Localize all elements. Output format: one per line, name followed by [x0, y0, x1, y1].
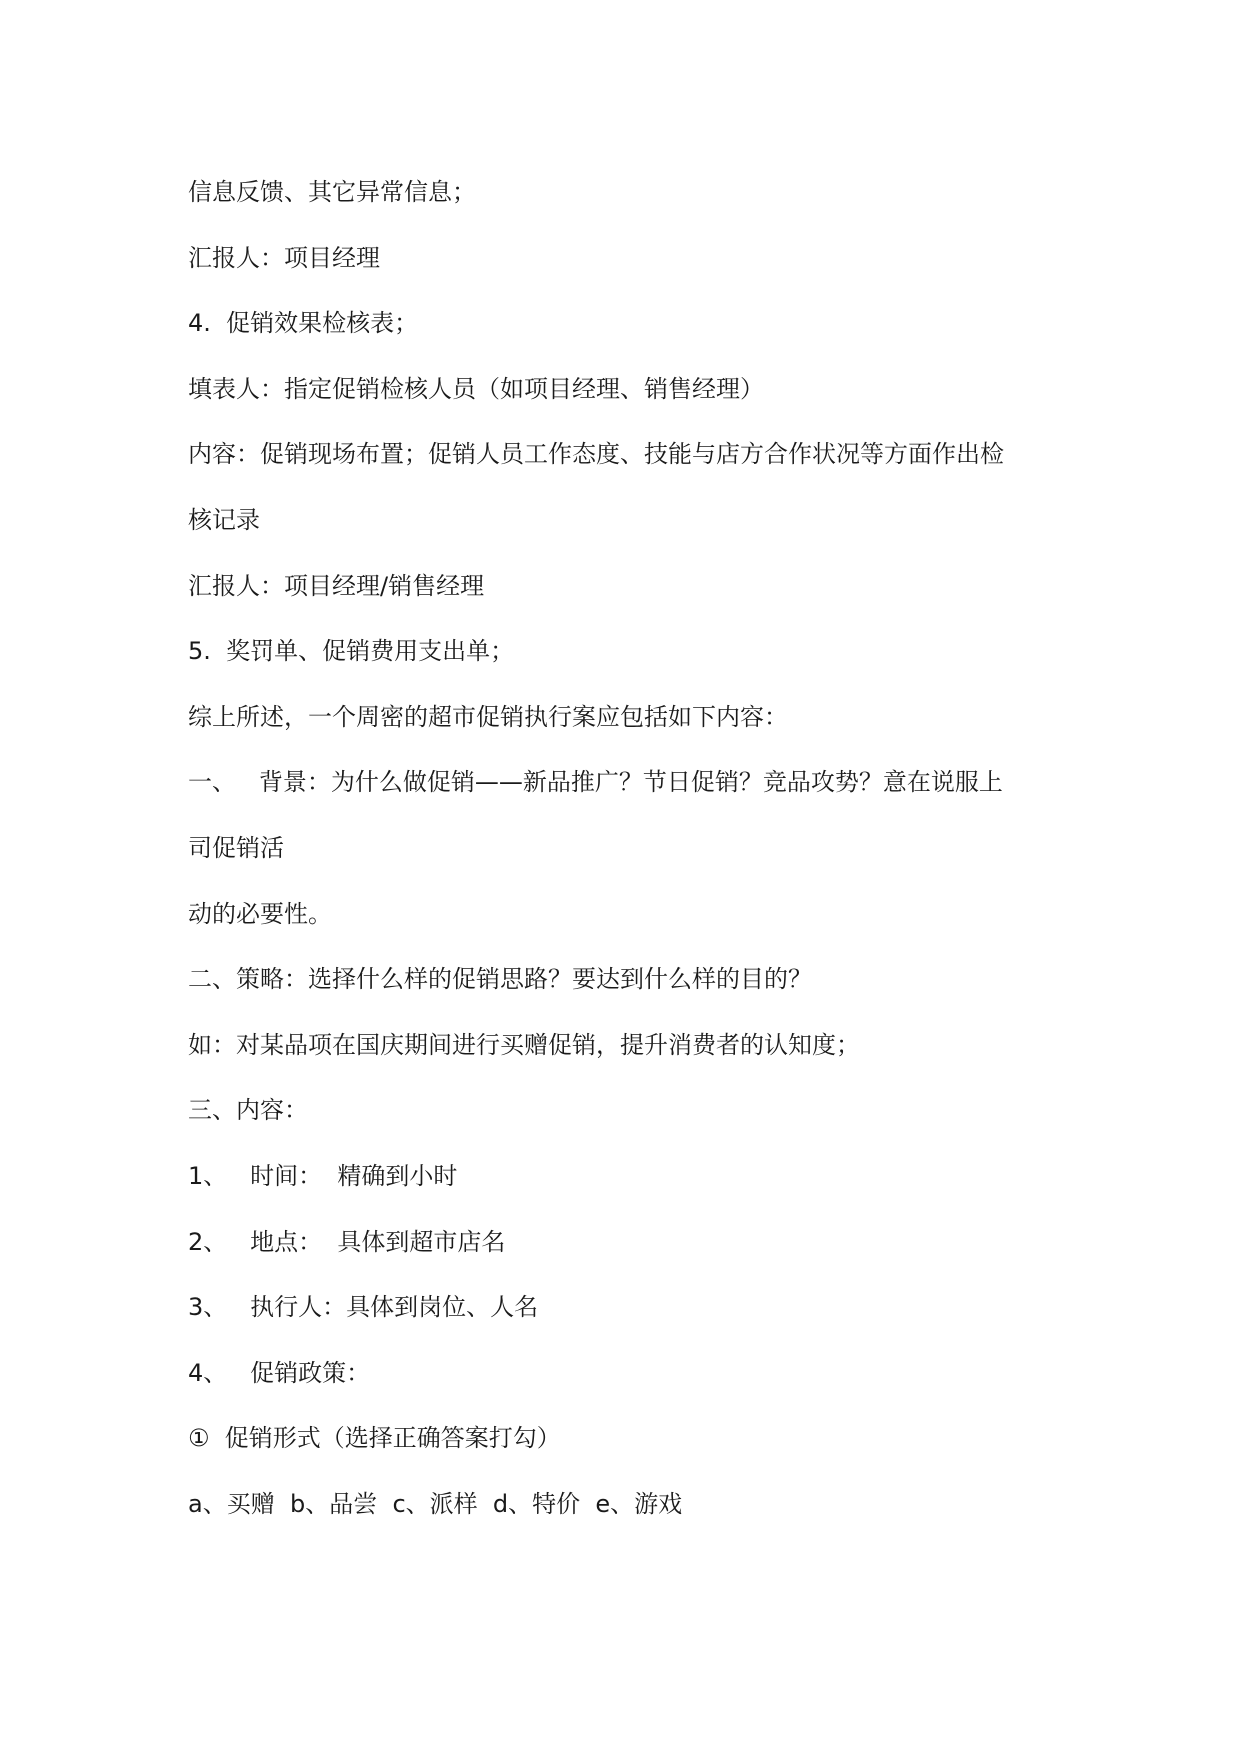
text-line-strategy-example: 如：对某品项在国庆期间进行买赠促销，提升消费者的认知度；: [188, 1030, 860, 1059]
text-line-item-4-check-form: 4. 促销效果检核表；: [188, 309, 419, 338]
text-line-form-filler: 填表人：指定促销检核人员（如项目经理、销售经理）: [188, 374, 764, 403]
text-line-item-5-reward-form: 5. 奖罚单、促销费用支出单；: [188, 637, 515, 666]
text-line-section-1-cont2: 动的必要性。: [188, 899, 332, 928]
text-line-reporter-pm-sm: 汇报人：项目经理/销售经理: [188, 571, 485, 600]
text-line-content-item-time: 1、 时间： 精确到小时: [188, 1161, 458, 1190]
text-line-content-cont: 核记录: [188, 505, 260, 534]
text-line-promo-form: ① 促销形式（选择正确答案打勾）: [188, 1424, 561, 1453]
text-line-section-1-background: 一、 背景：为什么做促销——新品推广？节日促销？竞品攻势？意在说服上: [188, 768, 1003, 797]
text-line-content: 内容：促销现场布置；促销人员工作态度、技能与店方合作状况等方面作出检: [188, 440, 1004, 469]
text-line-feedback-info: 信息反馈、其它异常信息；: [188, 178, 476, 206]
text-line-content-item-executor: 3、 执行人：具体到岗位、人名: [188, 1293, 539, 1322]
text-line-content-item-policy: 4、 促销政策：: [188, 1358, 371, 1387]
text-line-promo-options: a、买赠 b、品尝 c、派样 d、特价 e、游戏: [188, 1489, 683, 1518]
text-line-section-2-strategy: 二、策略：选择什么样的促销思路？要达到什么样的目的？: [188, 965, 812, 994]
text-line-summary: 综上所述，一个周密的超市促销执行案应包括如下内容：: [188, 702, 788, 731]
document-body: [188, 160, 1068, 1537]
text-line-reporter-pm: 汇报人：项目经理: [188, 243, 380, 272]
text-line-section-3-content: 三、内容：: [188, 1096, 308, 1125]
text-line-content-item-place: 2、 地点： 具体到超市店名: [188, 1227, 506, 1256]
text-line-section-1-cont: 司促销活: [188, 833, 284, 862]
